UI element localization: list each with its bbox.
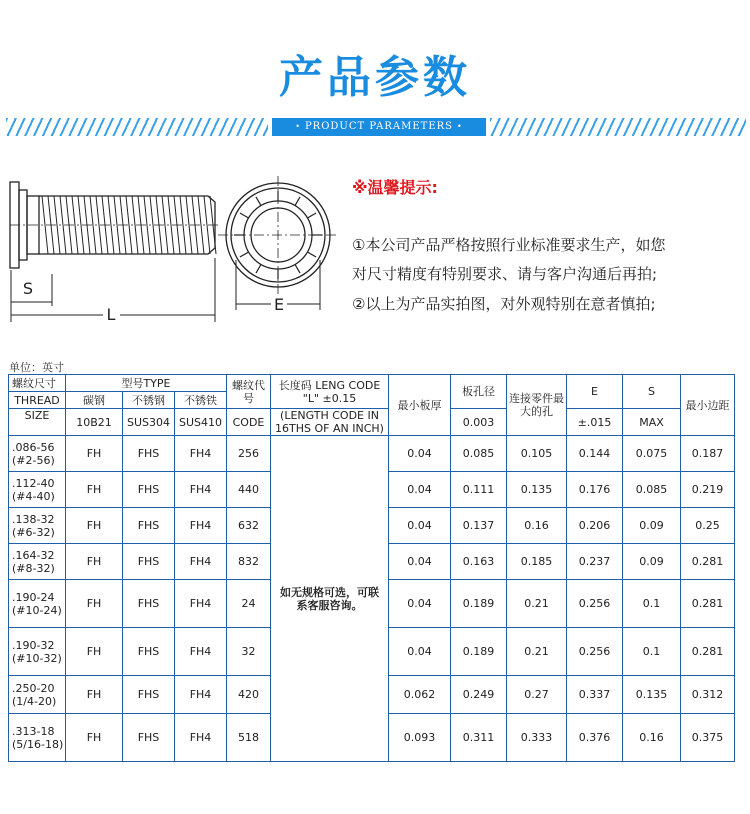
header-size: SIZE (9, 409, 66, 436)
cell-thread (9, 508, 66, 544)
cell-carbon-steel: FH (66, 508, 123, 544)
cell-thread (9, 472, 66, 508)
thread-size: (#10-32) (12, 651, 62, 665)
cell-thread (9, 580, 66, 628)
header-hole-tolerance: 0.003 (451, 409, 507, 436)
banner-stripes-left (6, 118, 268, 136)
cell-sus304: FHS (123, 472, 175, 508)
cell-mating-hole: 0.333 (507, 714, 567, 762)
thread-spec: .086-56 (12, 440, 55, 454)
thread-size: (#6-32) (12, 525, 55, 539)
cell-thread (9, 544, 66, 580)
header-carbon-steel: 碳钢 (66, 392, 123, 409)
cell-hole: 0.137 (451, 508, 507, 544)
cell-e: 0.176 (567, 472, 623, 508)
cell-sus410: FH4 (175, 676, 227, 714)
cell-mating-hole: 0.21 (507, 628, 567, 676)
cell-min-sheet: 0.04 (389, 508, 451, 544)
cell-min-edge: 0.281 (681, 544, 735, 580)
cell-carbon-steel: FH (66, 544, 123, 580)
cell-hole: 0.085 (451, 436, 507, 472)
thread-spec: .164-32 (12, 548, 55, 562)
cell-e: 0.256 (567, 628, 623, 676)
cell-min-sheet: 0.04 (389, 436, 451, 472)
header-thread-code: 螺纹代号 (227, 375, 271, 409)
fastener-technical-drawing (8, 170, 338, 330)
cell-hole: 0.249 (451, 676, 507, 714)
cell-e: 0.376 (567, 714, 623, 762)
tip-line-3: ②以上为产品实拍图，对外观特别在意者慎拍; (352, 295, 656, 313)
dimension-label-s: S (22, 279, 34, 298)
banner-stripes-right (490, 118, 746, 136)
cell-code: 440 (227, 472, 271, 508)
thread-spec: .250-20 (12, 681, 55, 695)
tip-line-1: ①本公司产品严格按照行业标准要求生产，如您 (352, 236, 666, 254)
header-code: CODE (227, 409, 271, 436)
cell-min-sheet: 0.093 (389, 714, 451, 762)
cell-e: 0.144 (567, 436, 623, 472)
specification-table (8, 374, 735, 762)
cell-min-edge: 0.25 (681, 508, 735, 544)
header-e-tolerance: ±.015 (567, 409, 623, 436)
cell-sus410: FH4 (175, 544, 227, 580)
cell-min-edge: 0.281 (681, 628, 735, 676)
cell-min-edge: 0.187 (681, 436, 735, 472)
header-thread-en: THREAD (9, 392, 66, 409)
banner-dot-right: • (457, 122, 463, 131)
cell-thread (9, 676, 66, 714)
cell-mating-hole: 0.135 (507, 472, 567, 508)
tip-line-2: 对尺寸精度有特别要求、请与客户沟通后再拍; (352, 265, 658, 283)
tips-heading: ※温馨提示: (352, 178, 438, 197)
cell-e: 0.206 (567, 508, 623, 544)
cell-sus410: FH4 (175, 508, 227, 544)
cell-s: 0.075 (623, 436, 681, 472)
cell-s: 0.09 (623, 508, 681, 544)
cell-sus410: FH4 (175, 436, 227, 472)
thread-size: (1/4-20) (12, 694, 57, 708)
cell-hole: 0.189 (451, 580, 507, 628)
header-10b21: 10B21 (66, 409, 123, 436)
header-stainless-steel: 不锈钢 (123, 392, 175, 409)
header-stainless-iron: 不锈铁 (175, 392, 227, 409)
cell-min-sheet: 0.04 (389, 544, 451, 580)
cell-mating-hole: 0.185 (507, 544, 567, 580)
thread-size: (5/16-18) (12, 737, 64, 751)
header-length-code-cn: 长度码 LENG CODE "L" ±0.15 (271, 375, 389, 409)
header-s-max: MAX (623, 409, 681, 436)
table-header-row-1 (9, 375, 735, 392)
thread-spec: .313-18 (12, 724, 55, 738)
banner-dot-left: • (295, 122, 301, 131)
cell-carbon-steel: FH (66, 436, 123, 472)
cell-carbon-steel: FH (66, 714, 123, 762)
thread-size: (#8-32) (12, 561, 55, 575)
cell-s: 0.16 (623, 714, 681, 762)
cell-sus304: FHS (123, 436, 175, 472)
cell-min-sheet: 0.04 (389, 628, 451, 676)
cell-code: 32 (227, 628, 271, 676)
cell-s: 0.09 (623, 544, 681, 580)
cell-sus410: FH4 (175, 580, 227, 628)
cell-sus410: FH4 (175, 472, 227, 508)
section-banner (0, 118, 750, 136)
cell-code: 518 (227, 714, 271, 762)
cell-code: 832 (227, 544, 271, 580)
cell-thread (9, 714, 66, 762)
cell-min-edge: 0.312 (681, 676, 735, 714)
cell-code: 24 (227, 580, 271, 628)
cell-carbon-steel: FH (66, 676, 123, 714)
thread-spec: .190-32 (12, 638, 55, 652)
page-title: 产品参数 (279, 52, 471, 103)
cell-min-edge: 0.281 (681, 580, 735, 628)
cell-min-sheet: 0.04 (389, 472, 451, 508)
cell-hole: 0.189 (451, 628, 507, 676)
cell-min-sheet: 0.04 (389, 580, 451, 628)
cell-hole: 0.163 (451, 544, 507, 580)
cell-mating-hole: 0.105 (507, 436, 567, 472)
cell-s: 0.135 (623, 676, 681, 714)
thread-size: (#4-40) (12, 489, 55, 503)
thread-size: (#2-56) (12, 453, 55, 467)
cell-min-sheet: 0.062 (389, 676, 451, 714)
cell-min-edge: 0.375 (681, 714, 735, 762)
cell-length-note: 如无规格可选，可联系客服咨询。 (271, 436, 389, 762)
cell-s: 0.085 (623, 472, 681, 508)
header-min-edge: 最小边距 (681, 375, 735, 436)
header-length-code-en: (LENGTH CODE IN 16THS OF AN INCH) (271, 409, 389, 436)
header-e: E (567, 375, 623, 409)
thread-spec: .190-24 (12, 590, 55, 604)
cell-sus410: FH4 (175, 714, 227, 762)
header-type: 型号TYPE (66, 375, 227, 392)
cell-sus304: FHS (123, 676, 175, 714)
header-sus410: SUS410 (175, 409, 227, 436)
thread-spec: .138-32 (12, 512, 55, 526)
specification-table-body (9, 375, 735, 762)
cell-code: 420 (227, 676, 271, 714)
cell-e: 0.337 (567, 676, 623, 714)
cell-s: 0.1 (623, 628, 681, 676)
header-mating-hole: 连接零件最大的孔 (507, 375, 567, 436)
cell-sus304: FHS (123, 580, 175, 628)
cell-sus304: FHS (123, 544, 175, 580)
banner-label-box (272, 118, 486, 136)
cell-sus304: FHS (123, 508, 175, 544)
dimension-label-l: L (106, 305, 116, 324)
cell-mating-hole: 0.21 (507, 580, 567, 628)
header-thread-cn: 螺纹尺寸 (9, 375, 66, 392)
header-sus304: SUS304 (123, 409, 175, 436)
cell-thread (9, 628, 66, 676)
cell-carbon-steel: FH (66, 472, 123, 508)
cell-code: 632 (227, 508, 271, 544)
cell-carbon-steel: FH (66, 580, 123, 628)
banner-text: PRODUCT PARAMETERS (304, 121, 454, 132)
unit-label: 单位：英寸 (9, 361, 64, 374)
header-hole: 板孔径 (451, 375, 507, 409)
cell-mating-hole: 0.27 (507, 676, 567, 714)
cell-s: 0.1 (623, 580, 681, 628)
cell-e: 0.256 (567, 580, 623, 628)
cell-hole: 0.311 (451, 714, 507, 762)
cell-e: 0.237 (567, 544, 623, 580)
cell-sus304: FHS (123, 628, 175, 676)
cell-min-edge: 0.219 (681, 472, 735, 508)
thread-spec: .112-40 (12, 476, 55, 490)
dimension-label-e: E (273, 295, 285, 314)
cell-carbon-steel: FH (66, 628, 123, 676)
cell-sus304: FHS (123, 714, 175, 762)
cell-sus410: FH4 (175, 628, 227, 676)
cell-thread (9, 436, 66, 472)
header-s: S (623, 375, 681, 409)
cell-hole: 0.111 (451, 472, 507, 508)
cell-code: 256 (227, 436, 271, 472)
header-min-sheet: 最小板厚 (389, 375, 451, 436)
cell-mating-hole: 0.16 (507, 508, 567, 544)
thread-size: (#10-24) (12, 603, 62, 617)
table-row (9, 436, 735, 472)
